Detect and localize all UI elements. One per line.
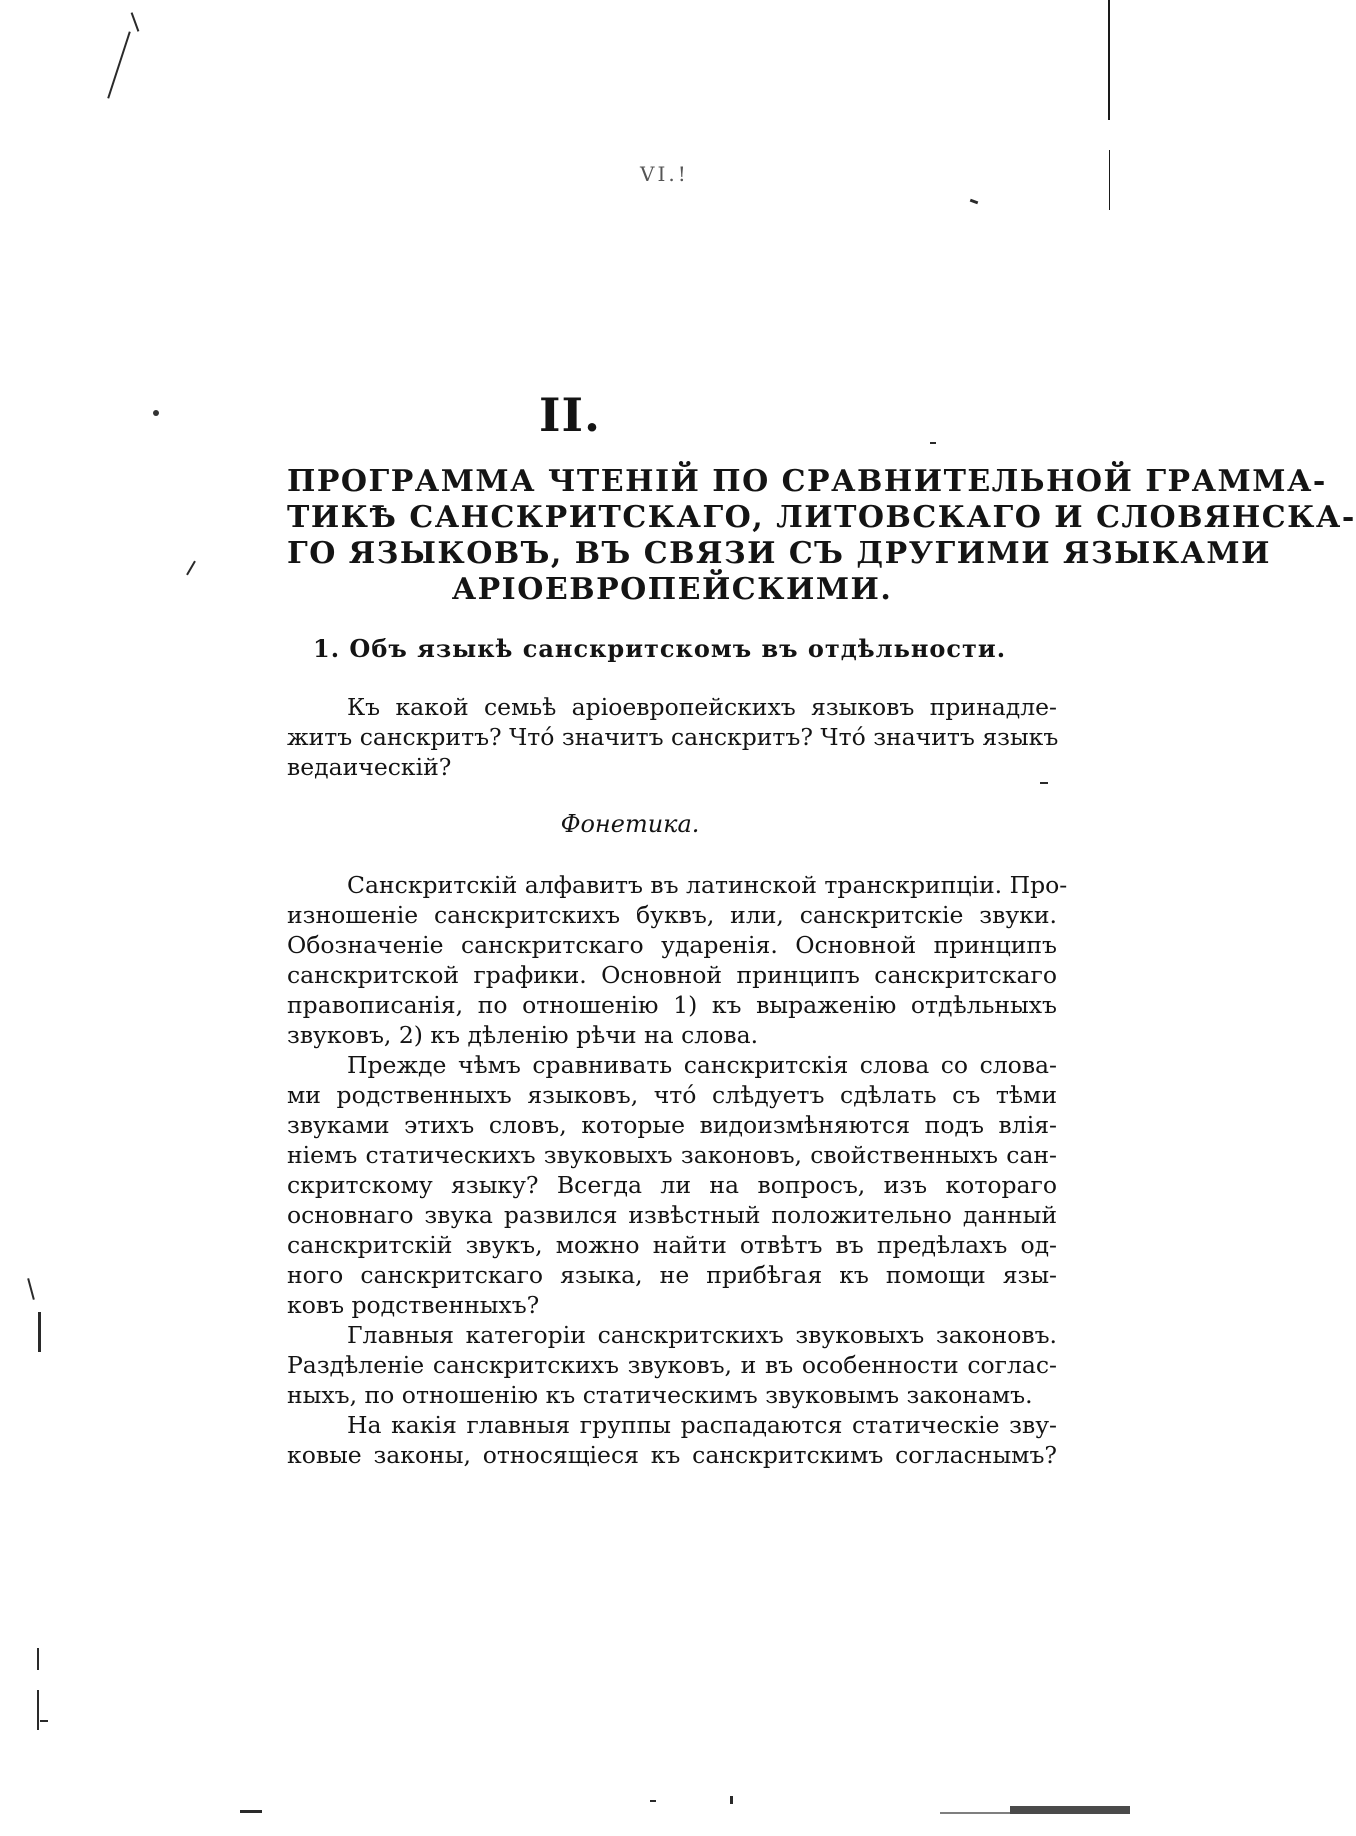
body-line: ныхъ, по отношенію къ статическимъ звуковымъ законамъ. [287,1381,1033,1409]
intro-line: ведаическій? [287,753,452,781]
bottom-speck-left [240,1810,262,1813]
subheading-phonetics: Фонетика. [560,810,700,838]
body-line: правописанія, по отношенію 1) къ выраженію отдѣльныхъ [287,991,1057,1019]
body-line: ми родственныхъ языковъ, чтó слѣдуетъ сдѣлать съ тѣми [287,1081,1057,1109]
title-line-4: АРІОЕВРОПЕЙСКИМИ. [451,572,893,607]
intro-line: Къ какой семьѣ аріоевропейскихъ языковъ принадле- [347,693,1057,721]
pencil-stroke-top-left [107,31,131,98]
title-line-2: ТИКѢ САНСКРИТСКАГО, ЛИТОВСКАГО И СЛОВЯНСКА- [287,500,1356,535]
body-line: санскритской графики. Основной принципъ санскритскаго [287,961,1057,989]
section-number: II. [538,388,602,442]
body-line: Раздѣленіе санскритскихъ звуковъ, и въ особенности соглас- [287,1351,1057,1379]
body-line: основнаго звука развился извѣстный положительно данный [287,1201,1057,1229]
pencil-hook-top-left [131,12,140,31]
body-line: звуковъ, 2) къ дѣленію рѣчи на слова. [287,1021,759,1049]
speck-right-3 [1040,782,1048,784]
speck-right-2 [930,442,936,444]
body-line: ковъ родственныхъ? [287,1291,540,1319]
body-line: Прежде чѣмъ сравнивать санскритскія слова со слова- [347,1051,1057,1079]
body-line: звуками этихъ словъ, которые видоизмѣняются подъ влія- [287,1111,1057,1139]
margin-mark-5 [40,1720,48,1722]
bottom-dash-line [940,1812,1010,1814]
speck-left-2 [186,561,196,576]
body-line: санскритскій звукъ, можно найти отвѣтъ въ предѣлахъ од- [287,1231,1057,1259]
margin-mark-2 [38,1312,41,1352]
bottom-speck-mid-2 [730,1796,733,1804]
title-line-3: ГО ЯЗЫКОВЪ, ВЪ СВЯЗИ СЪ ДРУГИМИ ЯЗЫКАМИ [287,536,1271,571]
body-line: ніемъ статическихъ звуковыхъ законовъ, свойственныхъ сан- [287,1141,1057,1169]
intro-line: житъ санскритъ? Чтó значитъ санскритъ? Чтó значитъ языкъ [287,723,1059,751]
title-line-1: ПРОГРАММА ЧТЕНІЙ ПО СРАВНИТЕЛЬНОЙ ГРАММА- [287,464,1327,499]
body-line: изношеніе санскритскихъ буквъ, или, санскритскіе звуки. [287,901,1057,929]
body-line: Главныя категоріи санскритскихъ звуковыхъ законовъ. [347,1321,1057,1349]
page-smudge: VI.! [640,162,689,186]
margin-mark-1 [27,1278,35,1300]
scan-edge-right-lower [1109,150,1110,210]
body-line: скритскому языку? Всегда ли на вопросъ, изъ котораго [287,1171,1057,1199]
bottom-speck-mid-1 [650,1800,656,1802]
margin-mark-4 [37,1690,39,1730]
margin-mark-3 [37,1648,39,1670]
body-line: ковые законы, относящіеся къ санскритскимъ согласнымъ? [287,1441,1057,1469]
body-line: Санскритскій алфавитъ въ латинской транскрипціи. Про- [347,871,1068,899]
speck-right [970,199,979,205]
body-line: Обозначеніе санскритскаго ударенія. Основной принципъ [287,931,1057,959]
scan-edge-right [1108,0,1110,120]
body-line: На какія главныя группы распадаются статическіе зву- [347,1411,1057,1439]
section-heading: 1. Объ языкѣ санскритскомъ въ отдѣльности. [313,634,1007,663]
bottom-smear [1010,1806,1130,1814]
body-line: ного санскритскаго языка, не прибѣгая къ помощи язы- [287,1261,1057,1289]
